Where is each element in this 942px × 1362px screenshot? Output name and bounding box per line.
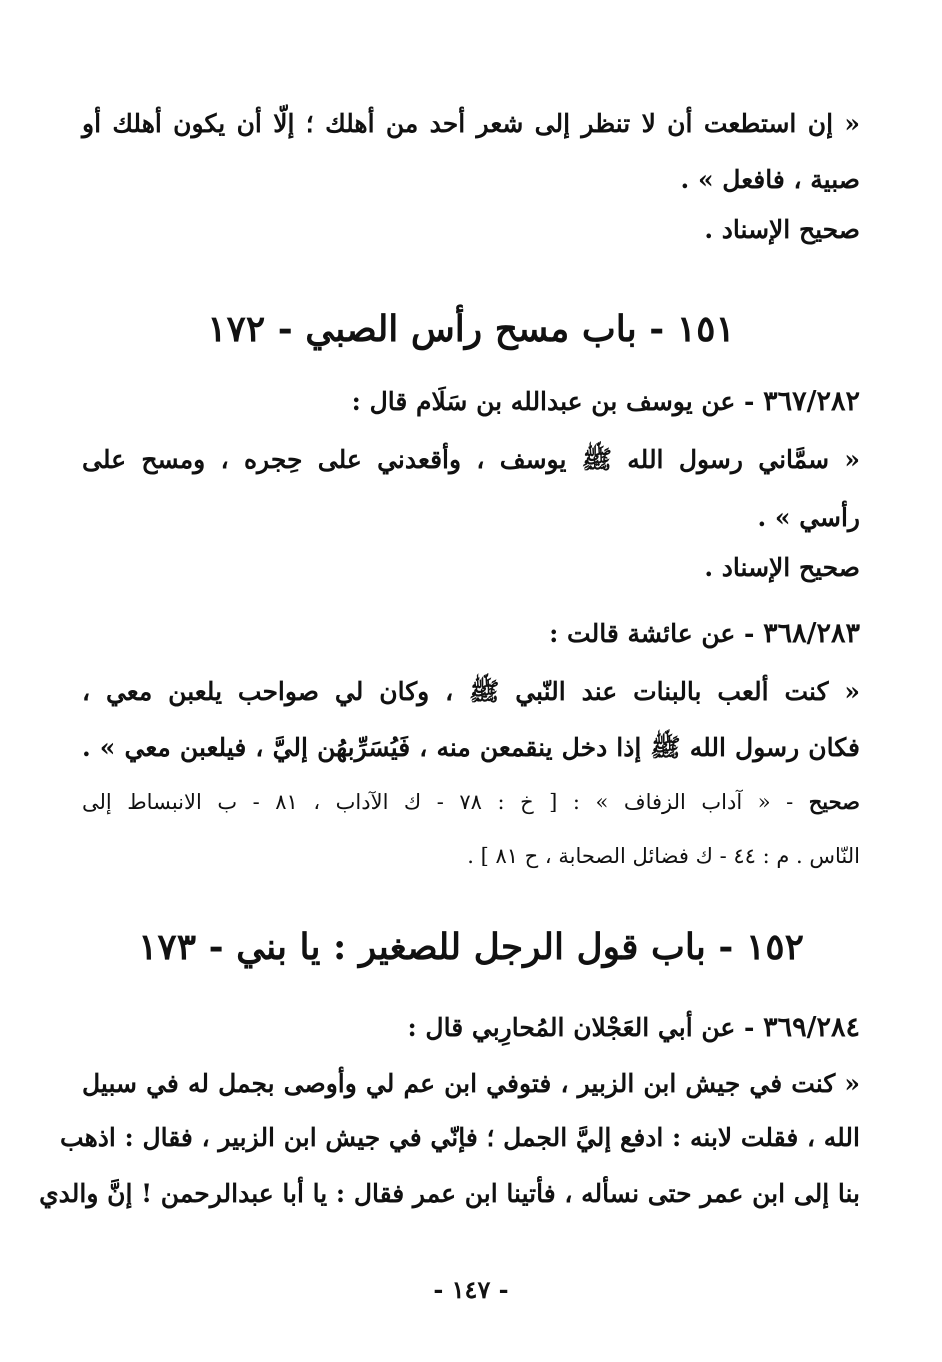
hadith-narrator: - عن أبي العَجْلان المُحارِبي قال : [407, 1013, 764, 1042]
hadith-header-367 [82, 382, 860, 422]
source-line-2: النّاس . م : ٤٤ - ك فضائل الصحابة ، ح ٨١ ] . [467, 844, 860, 868]
hadith-number: ٣٦٧/٢٨٢ [763, 386, 860, 417]
hadith-header-369 [82, 1008, 860, 1048]
text-line-6: رأسي » . [757, 503, 860, 532]
text-line-2: صبية ، فافعل » . [680, 165, 860, 194]
hadith-narrator: - عن يوسف بن عبدالله بن سَلَام قال : [351, 387, 764, 416]
grading-line-2: صحيح الإسناد . [704, 553, 860, 582]
text-line-1: « إن استطعت أن لا تنظر إلى شعر أحد من أهلك ؛ إلّا أن يكون أهلك أو [82, 109, 860, 138]
source-reference: - « آداب الزفاف » : [ خ : ٧٨ - ك الآداب ، ٨١ - ب الانبساط إلى [82, 790, 809, 814]
hadith-header-368 [82, 614, 860, 654]
chapter-heading-151: ١٥١ - باب مسح رأس الصبي - ١٧٢ [207, 308, 735, 350]
text-line-5: « سمَّاني رسول الله ﷺ يوسف ، وأقعدني على حِجره ، ومسح على [82, 445, 860, 474]
hadith-narrator: - عن عائشة قالت : [549, 619, 764, 648]
text-line-14: « كنت في جيش ابن الزبير ، فتوفي ابن عم لي وأوصى بجمل له في سبيل [82, 1069, 860, 1098]
text-line-16: بنا إلى ابن عمر حتى نسأله ، فأتينا ابن عمر فقال : يا أبا عبدالرحمن ! إنَّ والدي [39, 1179, 860, 1208]
grading-line-1: صحيح الإسناد . [704, 215, 860, 244]
chapter-heading-152: ١٥٢ - باب قول الرجل للصغير : يا بني - ١٧٣ [138, 926, 804, 968]
grading-label: صحيح [808, 789, 860, 814]
page-number: - ١٤٧ - [433, 1275, 509, 1304]
hadith-number: ٣٦٩/٢٨٤ [763, 1012, 860, 1043]
text-line-10: فكان رسول الله ﷺ إذا دخل ينقمعن منه ، فَيُسَرِّبهُن إليَّ ، فيلعبن معي » . [82, 733, 860, 762]
hadith-number: ٣٦٨/٢٨٣ [763, 618, 860, 649]
source-line-1 [82, 782, 860, 822]
text-line-15: الله ، فقلت لابنه : ادفع إليَّ الجمل ؛ فإنّي في جيش ابن الزبير ، فقال : اذهب [60, 1123, 860, 1152]
text-line-9: « كنت ألعب بالبنات عند النّبي ﷺ ، وكان لي صواحب يلعبن معي ، [82, 677, 860, 706]
